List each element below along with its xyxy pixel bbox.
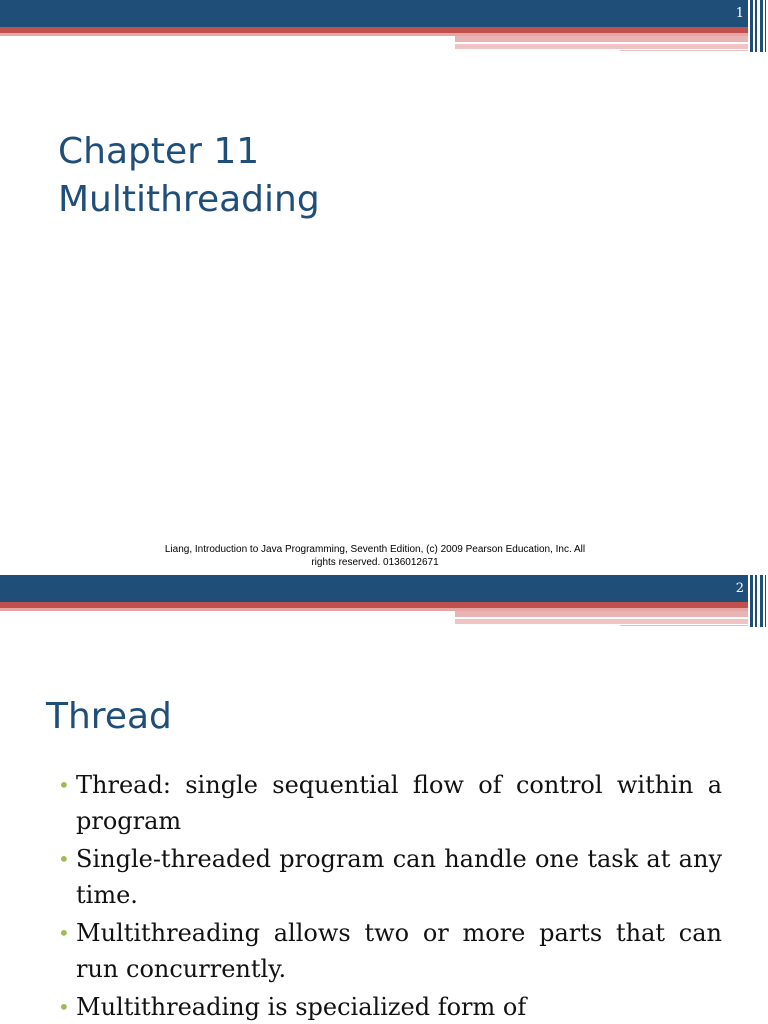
header-vertical-stripe xyxy=(755,575,757,627)
title-line-chapter: Chapter 11 xyxy=(58,131,260,172)
bullet-item xyxy=(58,841,722,913)
slide-header-decoration xyxy=(0,575,768,635)
title-line-topic: Multithreading xyxy=(58,179,320,220)
bullet-text: Multithreading is specialized form of xyxy=(76,993,527,1021)
header-pink-bar xyxy=(455,44,748,49)
bullet-text: Single-threaded program can handle one task at any time. xyxy=(76,845,722,909)
header-vertical-stripe xyxy=(760,575,763,627)
header-pink-bar xyxy=(455,611,748,617)
header-vertical-stripe xyxy=(750,0,753,52)
footer-line: Liang, Introduction to Java Programming, Seventh Edition, (c) 2009 Pearson Education, Inc. All xyxy=(164,544,586,555)
bullet-marker: • xyxy=(58,921,70,945)
header-vertical-stripe xyxy=(760,0,763,52)
bullet-list xyxy=(58,767,722,1024)
page-number: 1 xyxy=(735,6,744,21)
page-number: 2 xyxy=(735,581,744,596)
header-vertical-stripe xyxy=(765,0,766,52)
header-vertical-stripe xyxy=(750,575,753,627)
copyright-footer xyxy=(130,543,620,569)
header-blue-bar xyxy=(0,0,748,27)
bullet-marker: • xyxy=(58,773,70,797)
header-vertical-stripe xyxy=(765,575,766,627)
slide-header-decoration xyxy=(0,0,768,60)
header-blue-bar xyxy=(0,575,748,602)
slide-title xyxy=(58,128,320,224)
footer-line: rights reserved. 0136012671 xyxy=(311,557,439,568)
header-pink-bar xyxy=(455,36,748,42)
slide-title: Thread xyxy=(46,696,172,737)
bullet-item xyxy=(58,915,722,987)
bullet-text: Thread: single sequential flow of control within a program xyxy=(76,771,722,835)
bullet-item xyxy=(58,767,722,839)
header-vertical-stripe xyxy=(755,0,757,52)
bullet-item xyxy=(58,989,722,1024)
header-thin-line xyxy=(620,625,748,626)
slide-2 xyxy=(0,575,768,1024)
bullet-marker: • xyxy=(58,995,70,1019)
header-thin-line xyxy=(620,50,748,51)
header-pink-bar xyxy=(455,619,748,624)
bullet-marker: • xyxy=(58,847,70,871)
bullet-text: Multithreading allows two or more parts that can run concurrently. xyxy=(76,919,722,983)
